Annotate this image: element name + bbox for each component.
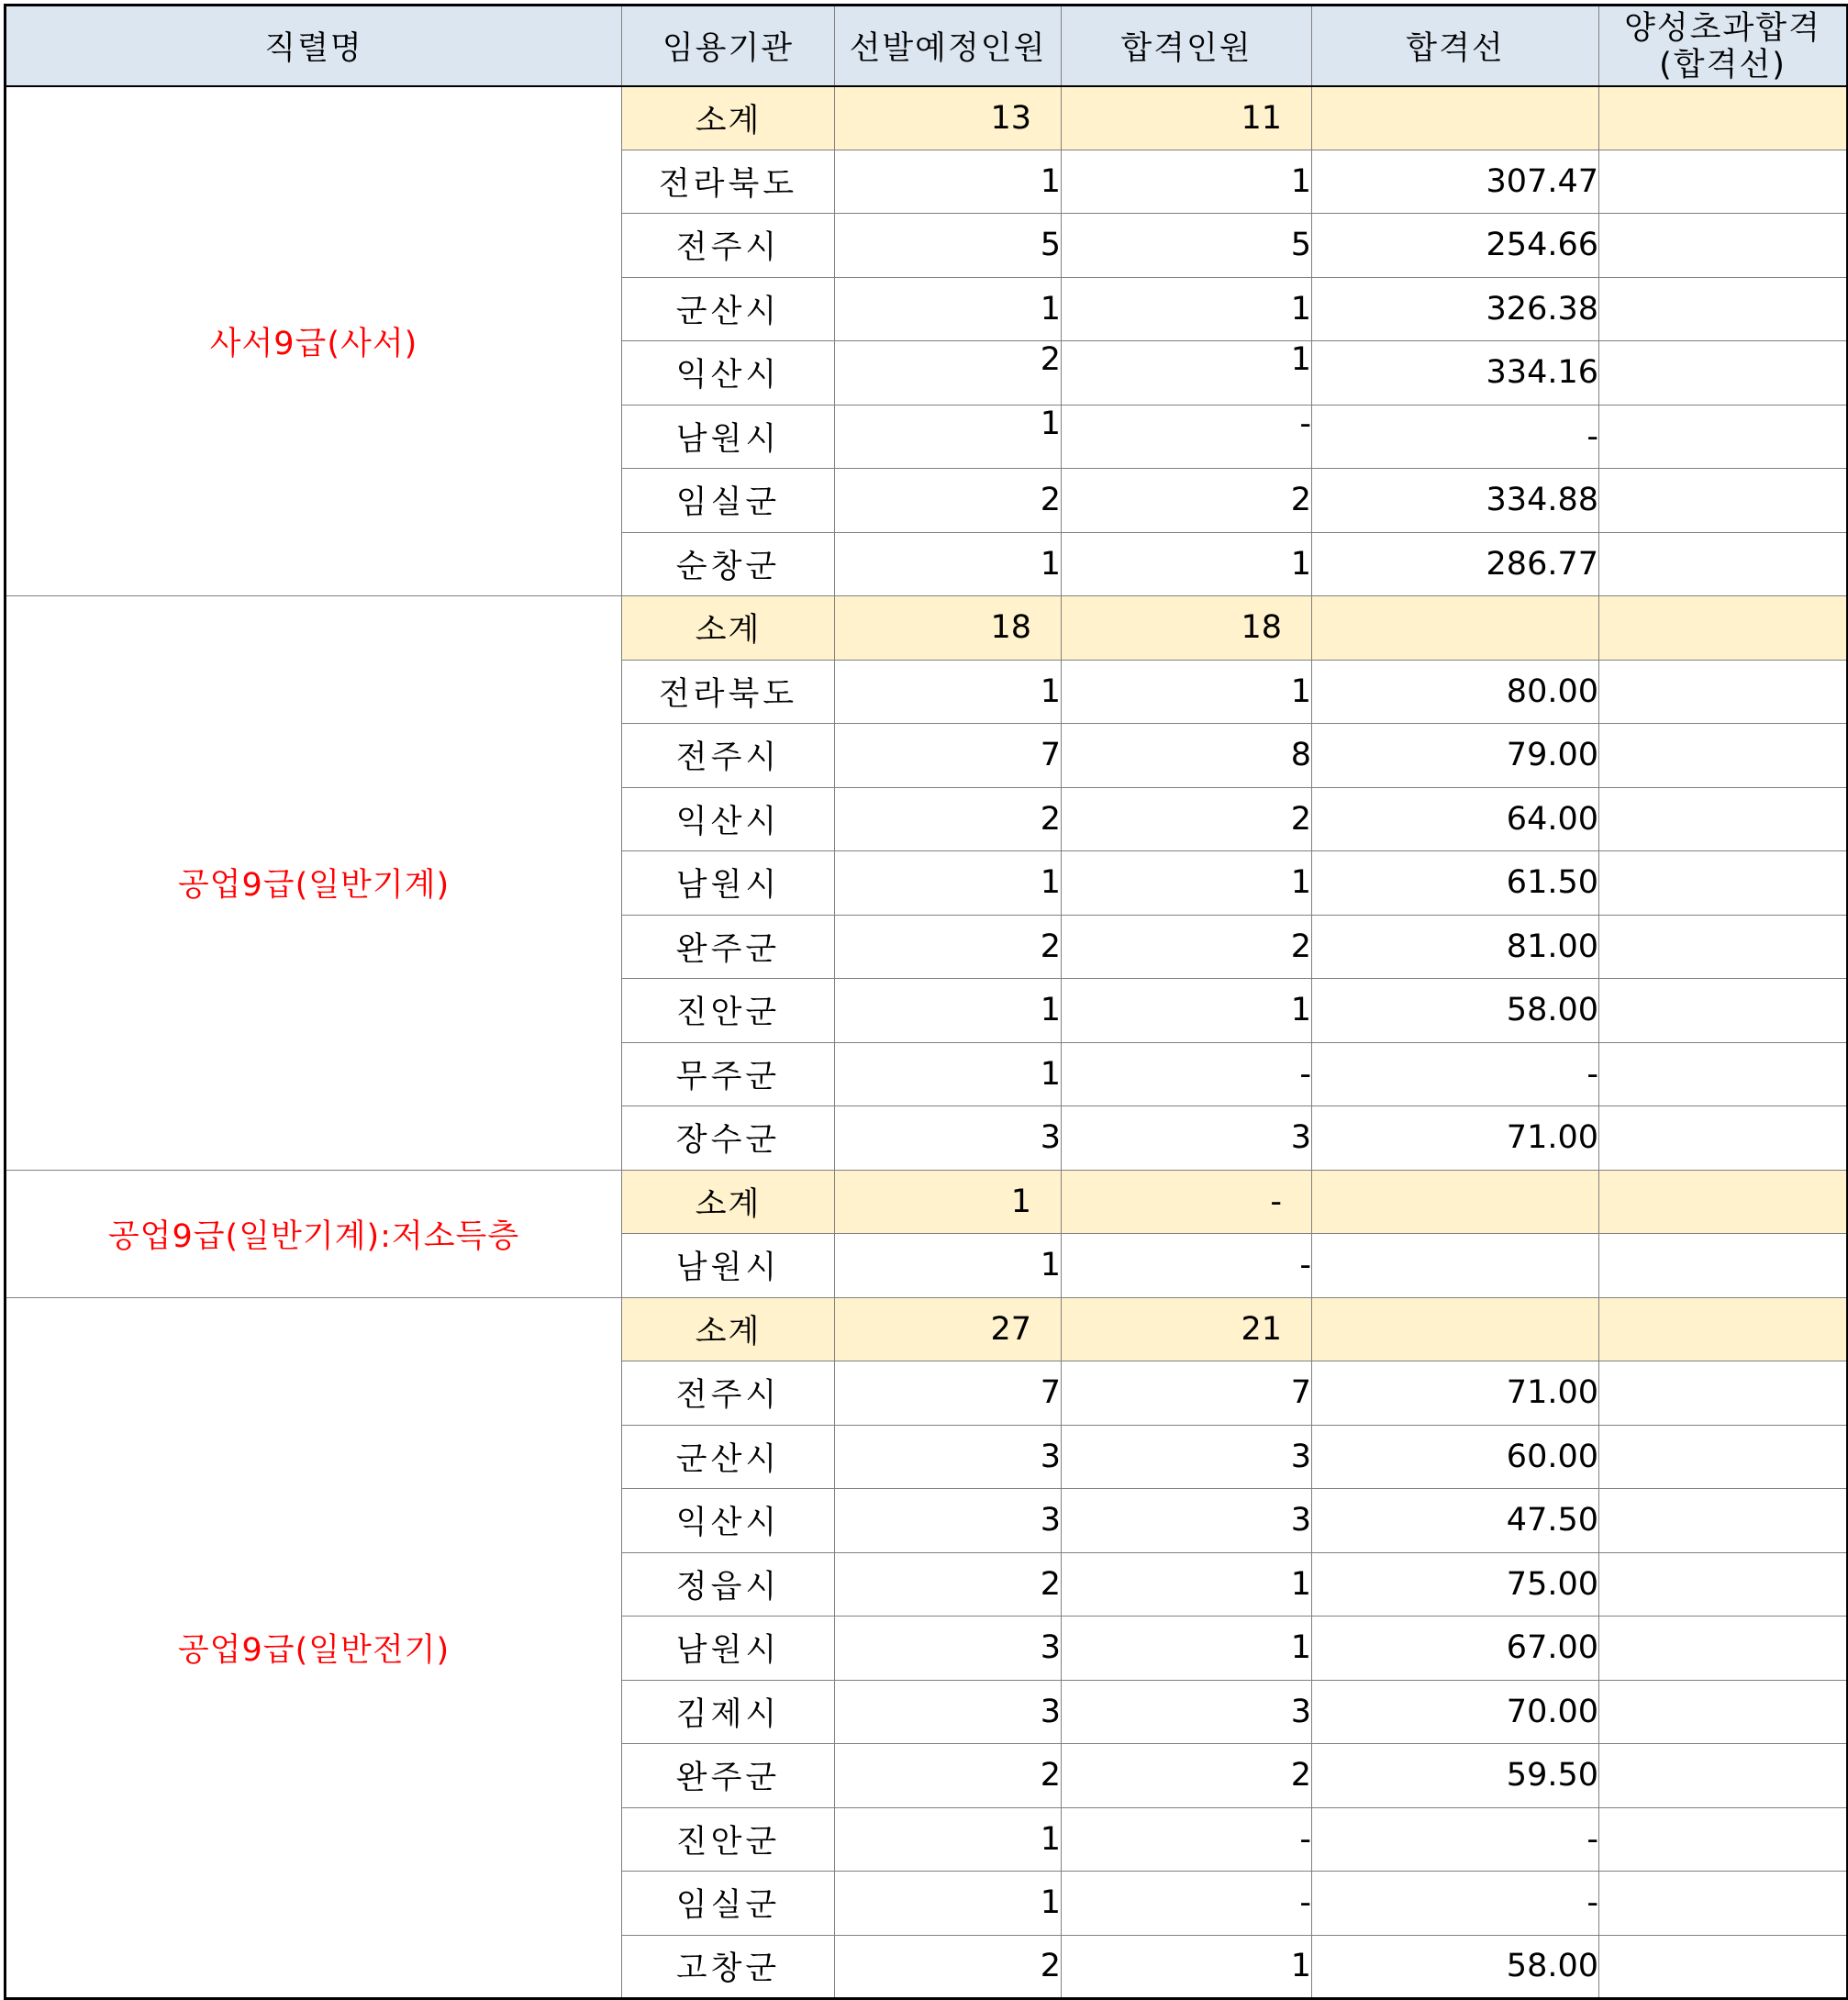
subtotal-row	[6, 86, 1848, 150]
passed-cell: 1	[1062, 1617, 1312, 1681]
org-cell: 완주군	[622, 915, 835, 979]
cutline-cell: 286.77	[1312, 532, 1599, 596]
cutline-cell	[1312, 86, 1599, 150]
job-title-cell: 공업9급(일반기계):저소득층	[6, 1170, 622, 1297]
org-cell: 진안군	[622, 979, 835, 1043]
org-cell: 순창군	[622, 532, 835, 596]
subtotal-label: 소계	[622, 596, 835, 661]
org-cell: 임실군	[622, 1872, 835, 1936]
cutline-cell: 326.38	[1312, 277, 1599, 341]
planned-cell: 7	[835, 724, 1062, 788]
header-extra-line1: 양성초과합격	[1624, 9, 1821, 47]
org-cell: 고창군	[622, 1935, 835, 1999]
cutline-cell: 64.00	[1312, 787, 1599, 851]
extra-cell	[1599, 532, 1848, 596]
planned-cell: 1	[835, 150, 1062, 214]
job-title-cell: 공업9급(일반기계)	[6, 596, 622, 1171]
extra-cell	[1599, 341, 1848, 406]
extra-cell	[1599, 1297, 1848, 1361]
passed-cell: 8	[1062, 724, 1312, 788]
header-job: 직렬명	[6, 6, 622, 86]
passed-cell: 1	[1062, 660, 1312, 724]
org-cell: 김제시	[622, 1680, 835, 1744]
cutline-cell: 334.16	[1312, 341, 1599, 406]
extra-cell	[1599, 724, 1848, 788]
extra-cell	[1599, 1680, 1848, 1744]
header-cutline: 합격선	[1312, 6, 1599, 86]
planned-cell: 3	[835, 1106, 1062, 1171]
cutline-cell: 254.66	[1312, 214, 1599, 278]
org-cell: 남원시	[622, 1234, 835, 1298]
planned-cell: 2	[835, 1744, 1062, 1808]
header-extra-line2: (합격선)	[1659, 46, 1787, 83]
passed-cell: -	[1062, 1042, 1312, 1106]
planned-cell: 2	[835, 341, 1062, 406]
org-cell: 익산시	[622, 787, 835, 851]
org-cell: 임실군	[622, 469, 835, 533]
planned-cell: 1	[835, 660, 1062, 724]
cutline-cell: 58.00	[1312, 1935, 1599, 1999]
passed-cell: 2	[1062, 469, 1312, 533]
planned-cell: 1	[835, 1234, 1062, 1298]
passed-cell: 18	[1062, 596, 1312, 661]
extra-cell	[1599, 1042, 1848, 1106]
org-cell: 남원시	[622, 1617, 835, 1681]
extra-cell	[1599, 1425, 1848, 1489]
org-cell: 군산시	[622, 1425, 835, 1489]
extra-cell	[1599, 979, 1848, 1043]
subtotal-label: 소계	[622, 1170, 835, 1234]
cutline-cell: 58.00	[1312, 979, 1599, 1043]
passed-cell: 1	[1062, 1935, 1312, 1999]
passed-cell: 1	[1062, 150, 1312, 214]
cutline-cell: -	[1312, 405, 1599, 469]
org-cell: 무주군	[622, 1042, 835, 1106]
extra-cell	[1599, 596, 1848, 661]
org-cell: 정읍시	[622, 1552, 835, 1617]
planned-cell: 2	[835, 915, 1062, 979]
planned-cell: 1	[835, 1170, 1062, 1234]
planned-cell: 1	[835, 1807, 1062, 1872]
planned-cell: 2	[835, 1552, 1062, 1617]
passed-cell: 1	[1062, 532, 1312, 596]
planned-cell: 3	[835, 1617, 1062, 1681]
cutline-cell: 60.00	[1312, 1425, 1599, 1489]
org-cell: 전라북도	[622, 660, 835, 724]
extra-cell	[1599, 1617, 1848, 1681]
planned-cell: 3	[835, 1489, 1062, 1553]
cutline-cell: -	[1312, 1042, 1599, 1106]
org-cell: 남원시	[622, 851, 835, 916]
cutline-cell: 307.47	[1312, 150, 1599, 214]
passed-cell: -	[1062, 1234, 1312, 1298]
passed-cell: 3	[1062, 1106, 1312, 1171]
header-planned: 선발예정인원	[835, 6, 1062, 86]
table-body	[6, 86, 1848, 1999]
extra-cell	[1599, 660, 1848, 724]
planned-cell: 2	[835, 1935, 1062, 1999]
extra-cell	[1599, 277, 1848, 341]
cutline-cell: 80.00	[1312, 660, 1599, 724]
extra-cell	[1599, 86, 1848, 150]
header-extra	[1599, 6, 1848, 86]
org-cell: 남원시	[622, 405, 835, 469]
header-passed: 합격인원	[1062, 6, 1312, 86]
passed-cell: 2	[1062, 787, 1312, 851]
extra-cell	[1599, 851, 1848, 916]
planned-cell: 3	[835, 1425, 1062, 1489]
cutline-cell: 71.00	[1312, 1361, 1599, 1426]
table-header	[6, 6, 1848, 86]
planned-cell: 3	[835, 1680, 1062, 1744]
cutline-cell: 334.88	[1312, 469, 1599, 533]
extra-cell	[1599, 1807, 1848, 1872]
planned-cell: 2	[835, 787, 1062, 851]
job-title-cell: 공업9급(일반전기)	[6, 1297, 622, 1999]
planned-cell: 1	[835, 1042, 1062, 1106]
cutline-cell: 47.50	[1312, 1489, 1599, 1553]
passed-cell: 2	[1062, 915, 1312, 979]
planned-cell: 1	[835, 979, 1062, 1043]
org-cell: 장수군	[622, 1106, 835, 1171]
cutline-cell: -	[1312, 1872, 1599, 1936]
passed-cell: 21	[1062, 1297, 1312, 1361]
extra-cell	[1599, 1106, 1848, 1171]
planned-cell: 27	[835, 1297, 1062, 1361]
extra-cell	[1599, 1489, 1848, 1553]
planned-cell: 2	[835, 469, 1062, 533]
subtotal-row	[6, 1297, 1848, 1361]
passed-cell: 1	[1062, 1552, 1312, 1617]
org-cell: 진안군	[622, 1807, 835, 1872]
planned-cell: 1	[835, 851, 1062, 916]
passed-cell: 1	[1062, 851, 1312, 916]
cutline-cell	[1312, 596, 1599, 661]
org-cell: 전주시	[622, 724, 835, 788]
passed-cell: 1	[1062, 341, 1312, 406]
passed-cell: -	[1062, 1807, 1312, 1872]
cutline-cell: 70.00	[1312, 1680, 1599, 1744]
extra-cell	[1599, 150, 1848, 214]
cutline-cell: -	[1312, 1807, 1599, 1872]
passed-cell: -	[1062, 1872, 1312, 1936]
extra-cell	[1599, 1552, 1848, 1617]
org-cell: 익산시	[622, 341, 835, 406]
extra-cell	[1599, 214, 1848, 278]
passed-cell: 1	[1062, 979, 1312, 1043]
passed-cell: 2	[1062, 1744, 1312, 1808]
cutline-cell: 81.00	[1312, 915, 1599, 979]
planned-cell: 1	[835, 405, 1062, 469]
extra-cell	[1599, 1872, 1848, 1936]
extra-cell	[1599, 405, 1848, 469]
planned-cell: 13	[835, 86, 1062, 150]
planned-cell: 5	[835, 214, 1062, 278]
planned-cell: 1	[835, 277, 1062, 341]
passed-cell: 1	[1062, 277, 1312, 341]
cutline-cell	[1312, 1234, 1599, 1298]
cutline-cell: 79.00	[1312, 724, 1599, 788]
extra-cell	[1599, 915, 1848, 979]
cutline-cell: 75.00	[1312, 1552, 1599, 1617]
subtotal-label: 소계	[622, 1297, 835, 1361]
passed-cell: 7	[1062, 1361, 1312, 1426]
subtotal-row	[6, 596, 1848, 661]
header-row	[6, 6, 1848, 86]
job-title-cell: 사서9급(사서)	[6, 86, 622, 596]
extra-cell	[1599, 1361, 1848, 1426]
org-cell: 전라북도	[622, 150, 835, 214]
org-cell: 완주군	[622, 1744, 835, 1808]
org-cell: 군산시	[622, 277, 835, 341]
cutline-cell: 59.50	[1312, 1744, 1599, 1808]
planned-cell: 7	[835, 1361, 1062, 1426]
planned-cell: 18	[835, 596, 1062, 661]
cutline-cell	[1312, 1297, 1599, 1361]
exam-results-table	[4, 4, 1848, 2000]
planned-cell: 1	[835, 1872, 1062, 1936]
cutline-cell: 67.00	[1312, 1617, 1599, 1681]
passed-cell: 3	[1062, 1680, 1312, 1744]
extra-cell	[1599, 787, 1848, 851]
planned-cell: 1	[835, 532, 1062, 596]
org-cell: 전주시	[622, 1361, 835, 1426]
passed-cell: 5	[1062, 214, 1312, 278]
org-cell: 전주시	[622, 214, 835, 278]
extra-cell	[1599, 469, 1848, 533]
header-org: 임용기관	[622, 6, 835, 86]
subtotal-row	[6, 1170, 1848, 1234]
org-cell: 익산시	[622, 1489, 835, 1553]
passed-cell: -	[1062, 405, 1312, 469]
cutline-cell: 71.00	[1312, 1106, 1599, 1171]
cutline-cell: 61.50	[1312, 851, 1599, 916]
passed-cell: 3	[1062, 1425, 1312, 1489]
extra-cell	[1599, 1935, 1848, 1999]
extra-cell	[1599, 1170, 1848, 1234]
extra-cell	[1599, 1234, 1848, 1298]
passed-cell: -	[1062, 1170, 1312, 1234]
extra-cell	[1599, 1744, 1848, 1808]
cutline-cell	[1312, 1170, 1599, 1234]
passed-cell: 11	[1062, 86, 1312, 150]
subtotal-label: 소계	[622, 86, 835, 150]
passed-cell: 3	[1062, 1489, 1312, 1553]
